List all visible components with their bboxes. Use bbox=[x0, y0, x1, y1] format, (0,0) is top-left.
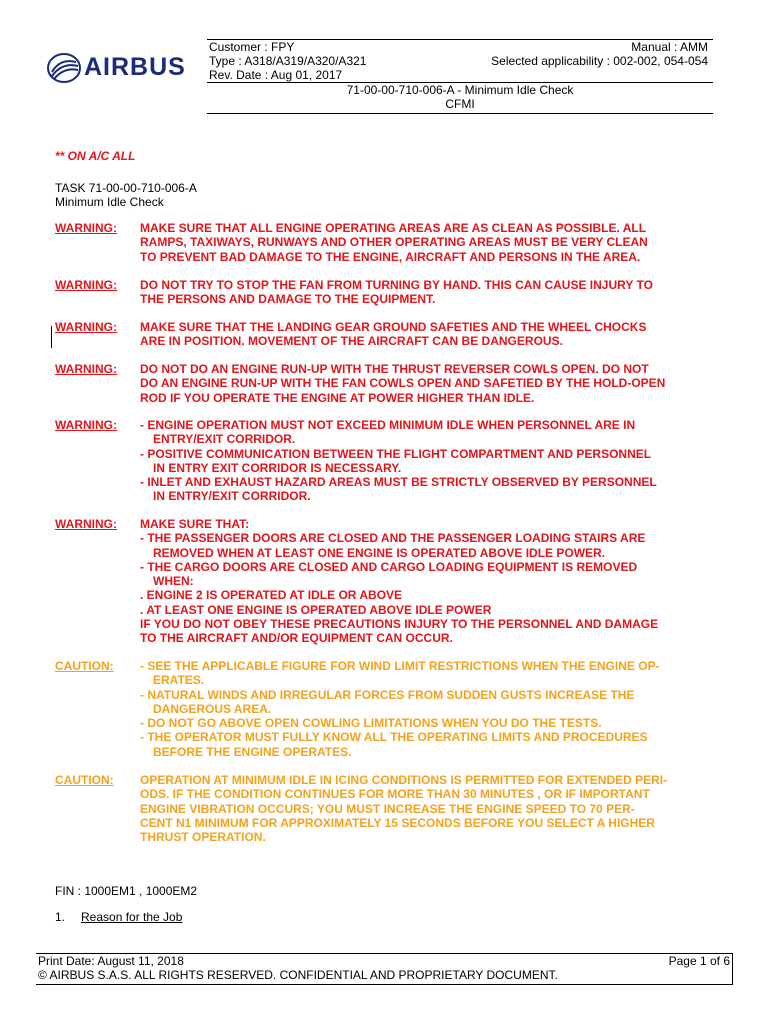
note-line: OPERATION AT MINIMUM IDLE IN ICING CONDITIONS IS PERMITTED FOR EXTENDED PERI- bbox=[140, 773, 668, 787]
header-engine: CFMI bbox=[445, 97, 475, 111]
header-rev-date: Rev. Date : Aug 01, 2017 bbox=[209, 68, 343, 82]
header-task-title: 71-00-00-710-006-A - Minimum Idle Check bbox=[346, 83, 574, 97]
note-line: TO THE AIRCRAFT AND/OR EQUIPMENT CAN OCCUR. bbox=[140, 631, 453, 646]
warning-text bbox=[140, 221, 705, 264]
header-manual: Manual : AMM bbox=[631, 40, 708, 54]
note-line: ARE IN POSITION. MOVEMENT OF THE AIRCRAFT CAN BE DANGEROUS. bbox=[140, 334, 563, 349]
note-line: IN ENTRY EXIT CORRIDOR IS NECESSARY. bbox=[153, 460, 402, 475]
warning-label: WARNING: bbox=[55, 418, 117, 432]
note-line: - THE CARGO DOORS ARE CLOSED AND CARGO LOADING EQUIPMENT IS REMOVED bbox=[140, 559, 638, 574]
note-line: ENGINE VIBRATION OCCURS; YOU MUST INCREASE THE ENGINE SPEED TO 70 PER- bbox=[140, 801, 635, 816]
note-line: DO NOT DO AN ENGINE RUN-UP WITH THE THRUST REVERSER COWLS OPEN. DO NOT bbox=[140, 362, 649, 376]
note-line: TO PREVENT BAD DAMAGE TO THE ENGINE, AIRCRAFT AND PERSONS IN THE AREA. bbox=[140, 249, 641, 264]
note-line: - ENGINE OPERATION MUST NOT EXCEED MINIMUM IDLE WHEN PERSONNEL ARE IN bbox=[140, 418, 636, 432]
section-number: 1. bbox=[55, 910, 66, 924]
note-line: - SEE THE APPLICABLE FIGURE FOR WIND LIMIT RESTRICTIONS WHEN THE ENGINE OP- bbox=[140, 659, 660, 673]
note-line: - DO NOT GO ABOVE OPEN COWLING LIMITATIONS WHEN YOU DO THE TESTS. bbox=[140, 716, 602, 731]
header-bottom-rule bbox=[207, 113, 713, 114]
note-line: ENTRY/EXIT CORRIDOR. bbox=[153, 432, 296, 447]
note-line: DO AN ENGINE RUN-UP WITH THE FAN COWLS OPEN AND SAFETIED BY THE HOLD-OPEN bbox=[140, 376, 666, 391]
warning-label: WARNING: bbox=[55, 517, 117, 531]
caution-label: CAUTION: bbox=[55, 659, 114, 673]
note-line: DANGEROUS AREA. bbox=[153, 701, 272, 716]
note-line: IN ENTRY/EXIT CORRIDOR. bbox=[153, 489, 311, 504]
note-line: MAKE SURE THAT ALL ENGINE OPERATING AREAS ARE AS CLEAN AS POSSIBLE. ALL bbox=[140, 221, 647, 235]
note-line: BEFORE THE ENGINE OPERATES. bbox=[153, 744, 352, 759]
note-line: - INLET AND EXHAUST HAZARD AREAS MUST BE STRICTLY OBSERVED BY PERSONNEL bbox=[140, 475, 657, 490]
note-line: - THE PASSENGER DOORS ARE CLOSED AND THE PASSENGER LOADING STAIRS ARE bbox=[140, 531, 646, 546]
warning-label: WARNING: bbox=[55, 278, 117, 292]
caution-text bbox=[140, 773, 705, 844]
note-line: - NATURAL WINDS AND IRREGULAR FORCES FROM SUDDEN GUSTS INCREASE THE bbox=[140, 687, 635, 702]
logo-text: AIRBUS bbox=[84, 53, 186, 81]
warning-text bbox=[140, 517, 705, 646]
footer-print-date: Print Date: August 11, 2018 bbox=[38, 954, 184, 968]
note-line: THRUST OPERATION. bbox=[140, 830, 266, 845]
note-line: ROD IF YOU OPERATE THE ENGINE AT POWER HIGHER THAN IDLE. bbox=[140, 390, 535, 405]
footer-page-number: Page 1 of 6 bbox=[668, 954, 730, 968]
note-line: THE PERSONS AND DAMAGE TO THE EQUIPMENT. bbox=[140, 292, 436, 307]
header-customer: Customer : FPY bbox=[209, 40, 295, 54]
footer-copyright: © AIRBUS S.A.S. ALL RIGHTS RESERVED. CONFIDENTIAL AND PROPRIETARY DOCUMENT. bbox=[38, 968, 558, 982]
task-id: TASK 71-00-00-710-006-A bbox=[55, 181, 197, 195]
header-type: Type : A318/A319/A320/A321 bbox=[209, 54, 367, 68]
applicability-note: ** ON A/C ALL bbox=[55, 149, 136, 163]
fin-reference: FIN : 1000EM1 , 1000EM2 bbox=[55, 884, 198, 898]
note-line: ERATES. bbox=[153, 673, 205, 688]
task-name: Minimum Idle Check bbox=[55, 195, 164, 209]
note-line: - THE OPERATOR MUST FULLY KNOW ALL THE OPERATING LIMITS AND PROCEDURES bbox=[140, 730, 648, 745]
warning-label: WARNING: bbox=[55, 221, 117, 235]
note-line: . ENGINE 2 IS OPERATED AT IDLE OR ABOVE bbox=[140, 588, 403, 603]
caution-text bbox=[140, 659, 705, 759]
warning-label: WARNING: bbox=[55, 362, 117, 376]
change-bar bbox=[51, 326, 52, 348]
note-line: REMOVED WHEN AT LEAST ONE ENGINE IS OPERATED ABOVE IDLE POWER. bbox=[153, 545, 606, 560]
warning-text bbox=[140, 362, 705, 405]
note-line: ODS. IF THE CONDITION CONTINUES FOR MORE THAN 30 MINUTES , OR IF IMPORTANT bbox=[140, 787, 650, 802]
note-line: MAKE SURE THAT: bbox=[140, 517, 250, 531]
note-line: DO NOT TRY TO STOP THE FAN FROM TURNING BY HAND. THIS CAN CAUSE INJURY TO bbox=[140, 278, 653, 292]
warning-text bbox=[140, 418, 705, 504]
warning-text bbox=[140, 320, 705, 349]
warning-label: WARNING: bbox=[55, 320, 117, 334]
note-line: WHEN: bbox=[153, 574, 194, 589]
airbus-logo-icon bbox=[46, 52, 82, 84]
airbus-logo bbox=[46, 50, 200, 86]
note-line: IF YOU DO NOT OBEY THESE PRECAUTIONS INJURY TO THE PERSONNEL AND DAMAGE bbox=[140, 617, 659, 632]
note-line: RAMPS, TAXIWAYS, RUNWAYS AND OTHER OPERATING AREAS MUST BE VERY CLEAN bbox=[140, 235, 648, 250]
footer bbox=[36, 953, 733, 985]
note-line: MAKE SURE THAT THE LANDING GEAR GROUND SAFETIES AND THE WHEEL CHOCKS bbox=[140, 320, 647, 334]
note-line: . AT LEAST ONE ENGINE IS OPERATED ABOVE IDLE POWER bbox=[140, 602, 492, 617]
section-title-link[interactable]: Reason for the Job bbox=[81, 910, 183, 924]
header-applicability: Selected applicability : 002-002, 054-054 bbox=[491, 54, 708, 68]
caution-label: CAUTION: bbox=[55, 773, 114, 787]
note-line: - POSITIVE COMMUNICATION BETWEEN THE FLIGHT COMPARTMENT AND PERSONNEL bbox=[140, 446, 652, 461]
warning-text bbox=[140, 278, 705, 307]
note-line: CENT N1 MINIMUM FOR APPROXIMATELY 15 SECONDS BEFORE YOU SELECT A HIGHER bbox=[140, 815, 655, 830]
